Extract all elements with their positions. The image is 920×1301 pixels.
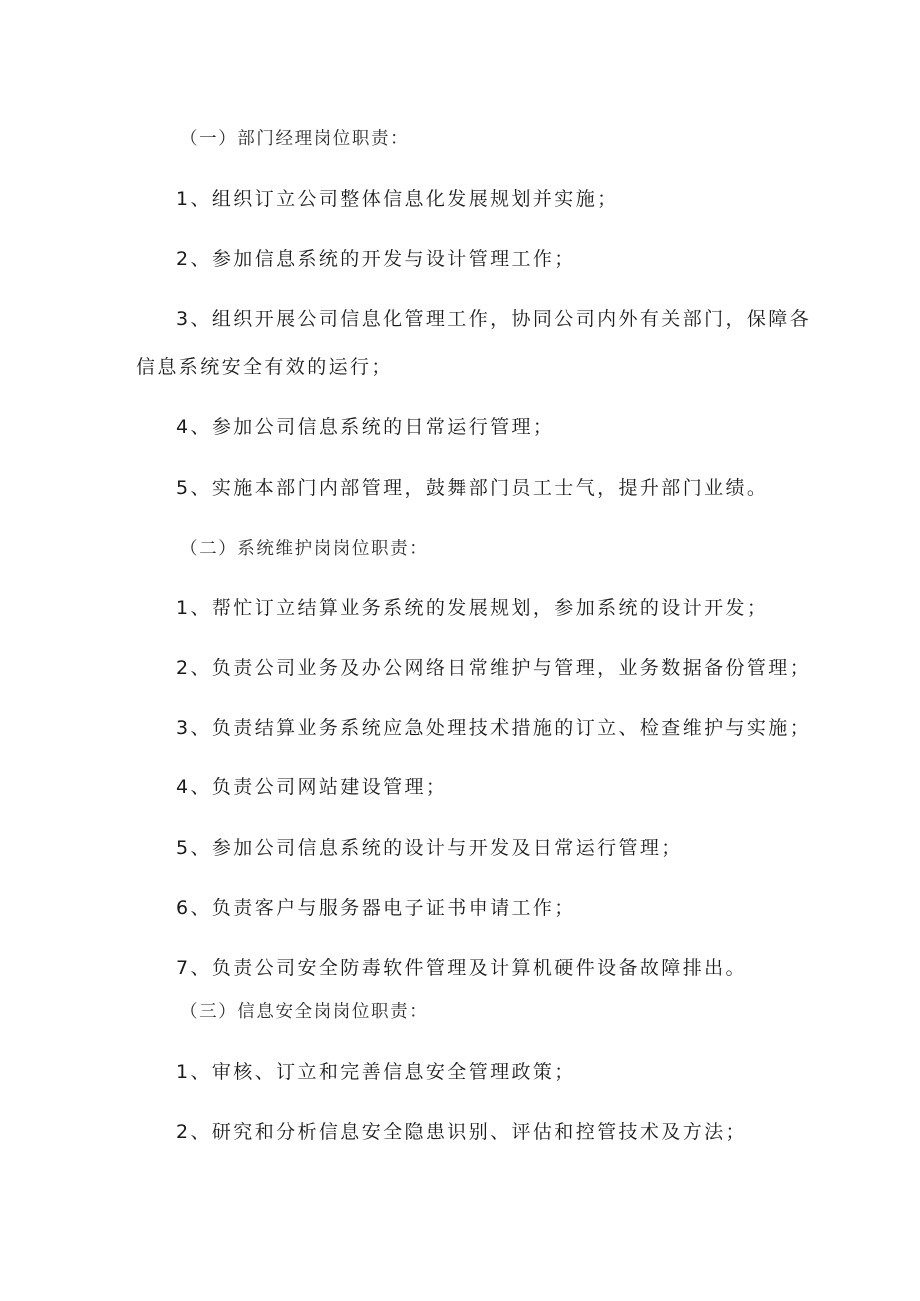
paragraph-line: 3、组织开展公司信息化管理工作，协同公司内外有关部门，保障各 — [176, 308, 812, 330]
section-heading-1: （一）部门经理岗位职责： — [180, 129, 410, 149]
paragraph-line: 1、审核、订立和完善信息安全管理政策； — [176, 1061, 576, 1083]
paragraph-line: 4、负责公司网站建设管理； — [176, 776, 448, 798]
paragraph-line: 2、参加信息系统的开发与设计管理工作； — [176, 248, 576, 270]
section-heading-3: （三）信息安全岗岗位职责： — [180, 1002, 429, 1022]
paragraph-line: 5、实施本部门内部管理，鼓舞部门员工士气，提升部门业绩。 — [176, 477, 769, 499]
paragraph-line: 4、参加公司信息系统的日常运行管理； — [176, 416, 555, 438]
paragraph-line: 5、参加公司信息系统的设计与开发及日常运行管理； — [176, 837, 683, 859]
paragraph-line-continuation: 信息系统安全有效的运行； — [136, 356, 393, 378]
section-heading-2: （二）系统维护岗岗位职责： — [180, 539, 429, 559]
paragraph-line: 2、负责公司业务及办公网络日常维护与管理，业务数据备份管理； — [176, 657, 812, 679]
paragraph-line: 1、帮忙订立结算业务系统的发展规划，参加系统的设计开发； — [176, 597, 769, 619]
paragraph-line: 6、负责客户与服务器电子证书申请工作； — [176, 897, 576, 919]
paragraph-line: 3、负责结算业务系统应急处理技术措施的订立、检查维护与实施； — [176, 717, 812, 739]
paragraph-line: 7、负责公司安全防毒软件管理及计算机硬件设备故障排出。 — [176, 957, 747, 979]
paragraph-line: 1、组织订立公司整体信息化发展规划并实施； — [176, 188, 619, 210]
paragraph-line: 2、研究和分析信息安全隐患识别、评估和控管技术及方法； — [176, 1121, 747, 1143]
